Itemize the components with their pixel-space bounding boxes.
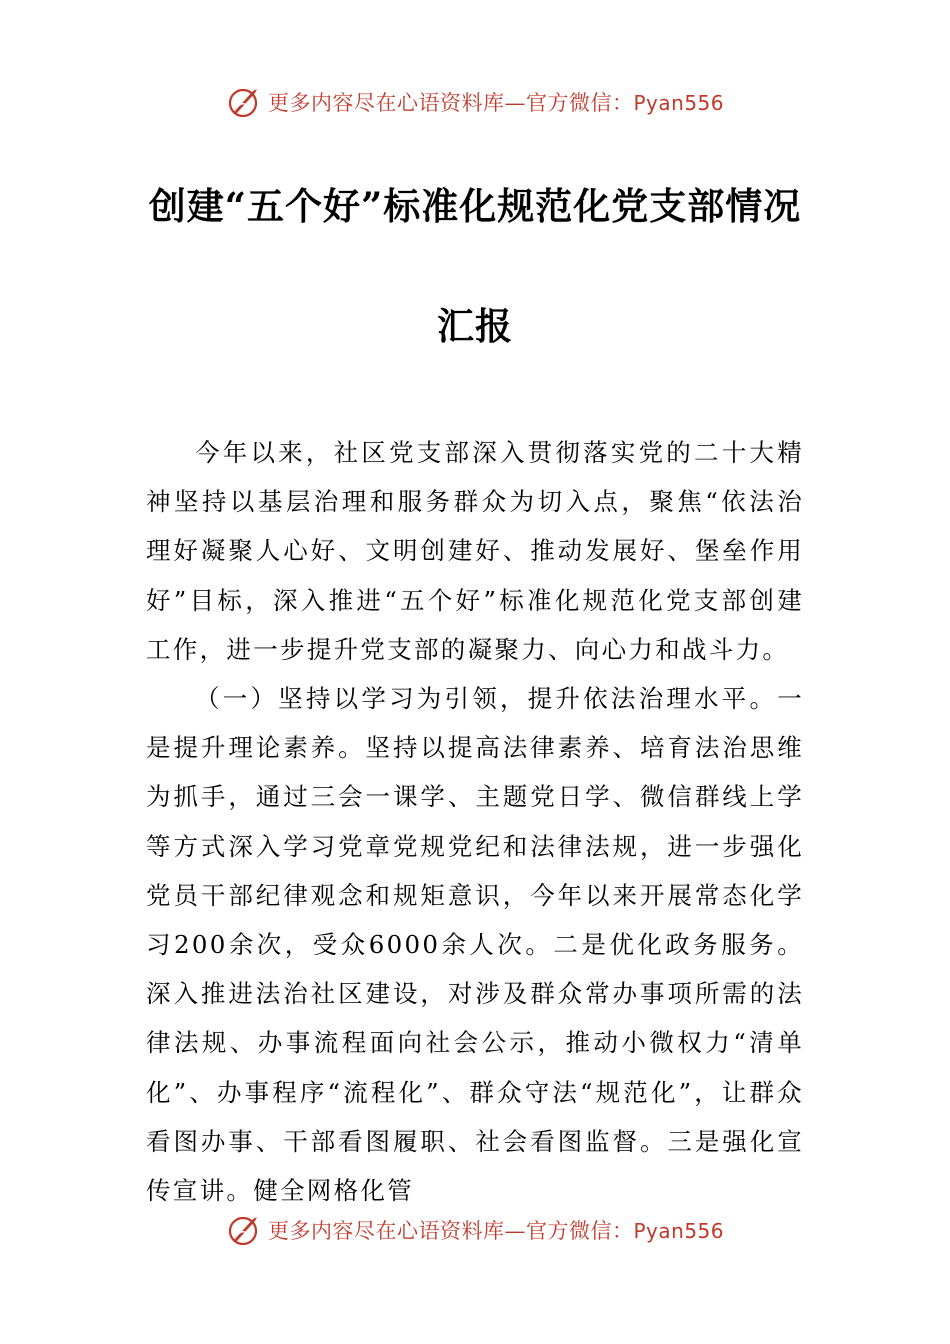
watermark-text [268,1215,724,1245]
paragraph-section-1: （一）坚持以学习为引领，提升依法治理水平。一是提升理论素养。坚持以提高法律素养、培育法治思维为抓手，通过三会一课学、主题党日学、微信群线上学等方式深入学习党章党规党纪和法律法规，进一步强化党员干部纪律观念和规矩意识，今年以来开展常态化学习200余次，受众6000余人次。二是优化政务服务。深入推进法治社区建设，对涉及群众常办事项所需的法律法规、办事流程面向社会公示，推动小微权力“清单化”、办事程序“流程化”、群众守法“规范化”，让群众看图办事、干部看图履职、社会看图监督。三是强化宣传宣讲。健全网格化管 [146,684,804,1206]
quill-pen-logo-icon [226,1212,262,1248]
watermark-text [268,87,724,117]
document-body [146,428,804,1215]
separator: — [504,1219,526,1243]
site-name: 更多内容尽在心语资料库 [267,91,505,115]
site-name: 更多内容尽在心语资料库 [267,1219,505,1243]
paragraph-intro: 今年以来，社区党支部深入贯彻落实党的二十大精神坚持以基层治理和服务群众为切入点，聚焦“依法治理好凝聚人心好、文明创建好、推动发展好、堡垒作用好”目标，深入推进“五个好”标准化规范化党支部创建工作，进一步提升党支部的凝聚力、向心力和战斗力。 [146,438,804,664]
wechat-id: Pyan556 [633,1219,724,1243]
separator: — [504,91,526,115]
wechat-id: Pyan556 [633,91,724,115]
wechat-label: 官方微信： [525,1219,634,1243]
document-title-line-1: 创建“五个好”标准化规范化党支部情况 [148,184,802,228]
header-watermark-banner [0,80,950,124]
footer-watermark-banner [0,1208,950,1252]
quill-pen-logo-icon [226,84,262,120]
document-title-line-2: 汇报 [437,304,513,348]
wechat-label: 官方微信： [525,91,634,115]
